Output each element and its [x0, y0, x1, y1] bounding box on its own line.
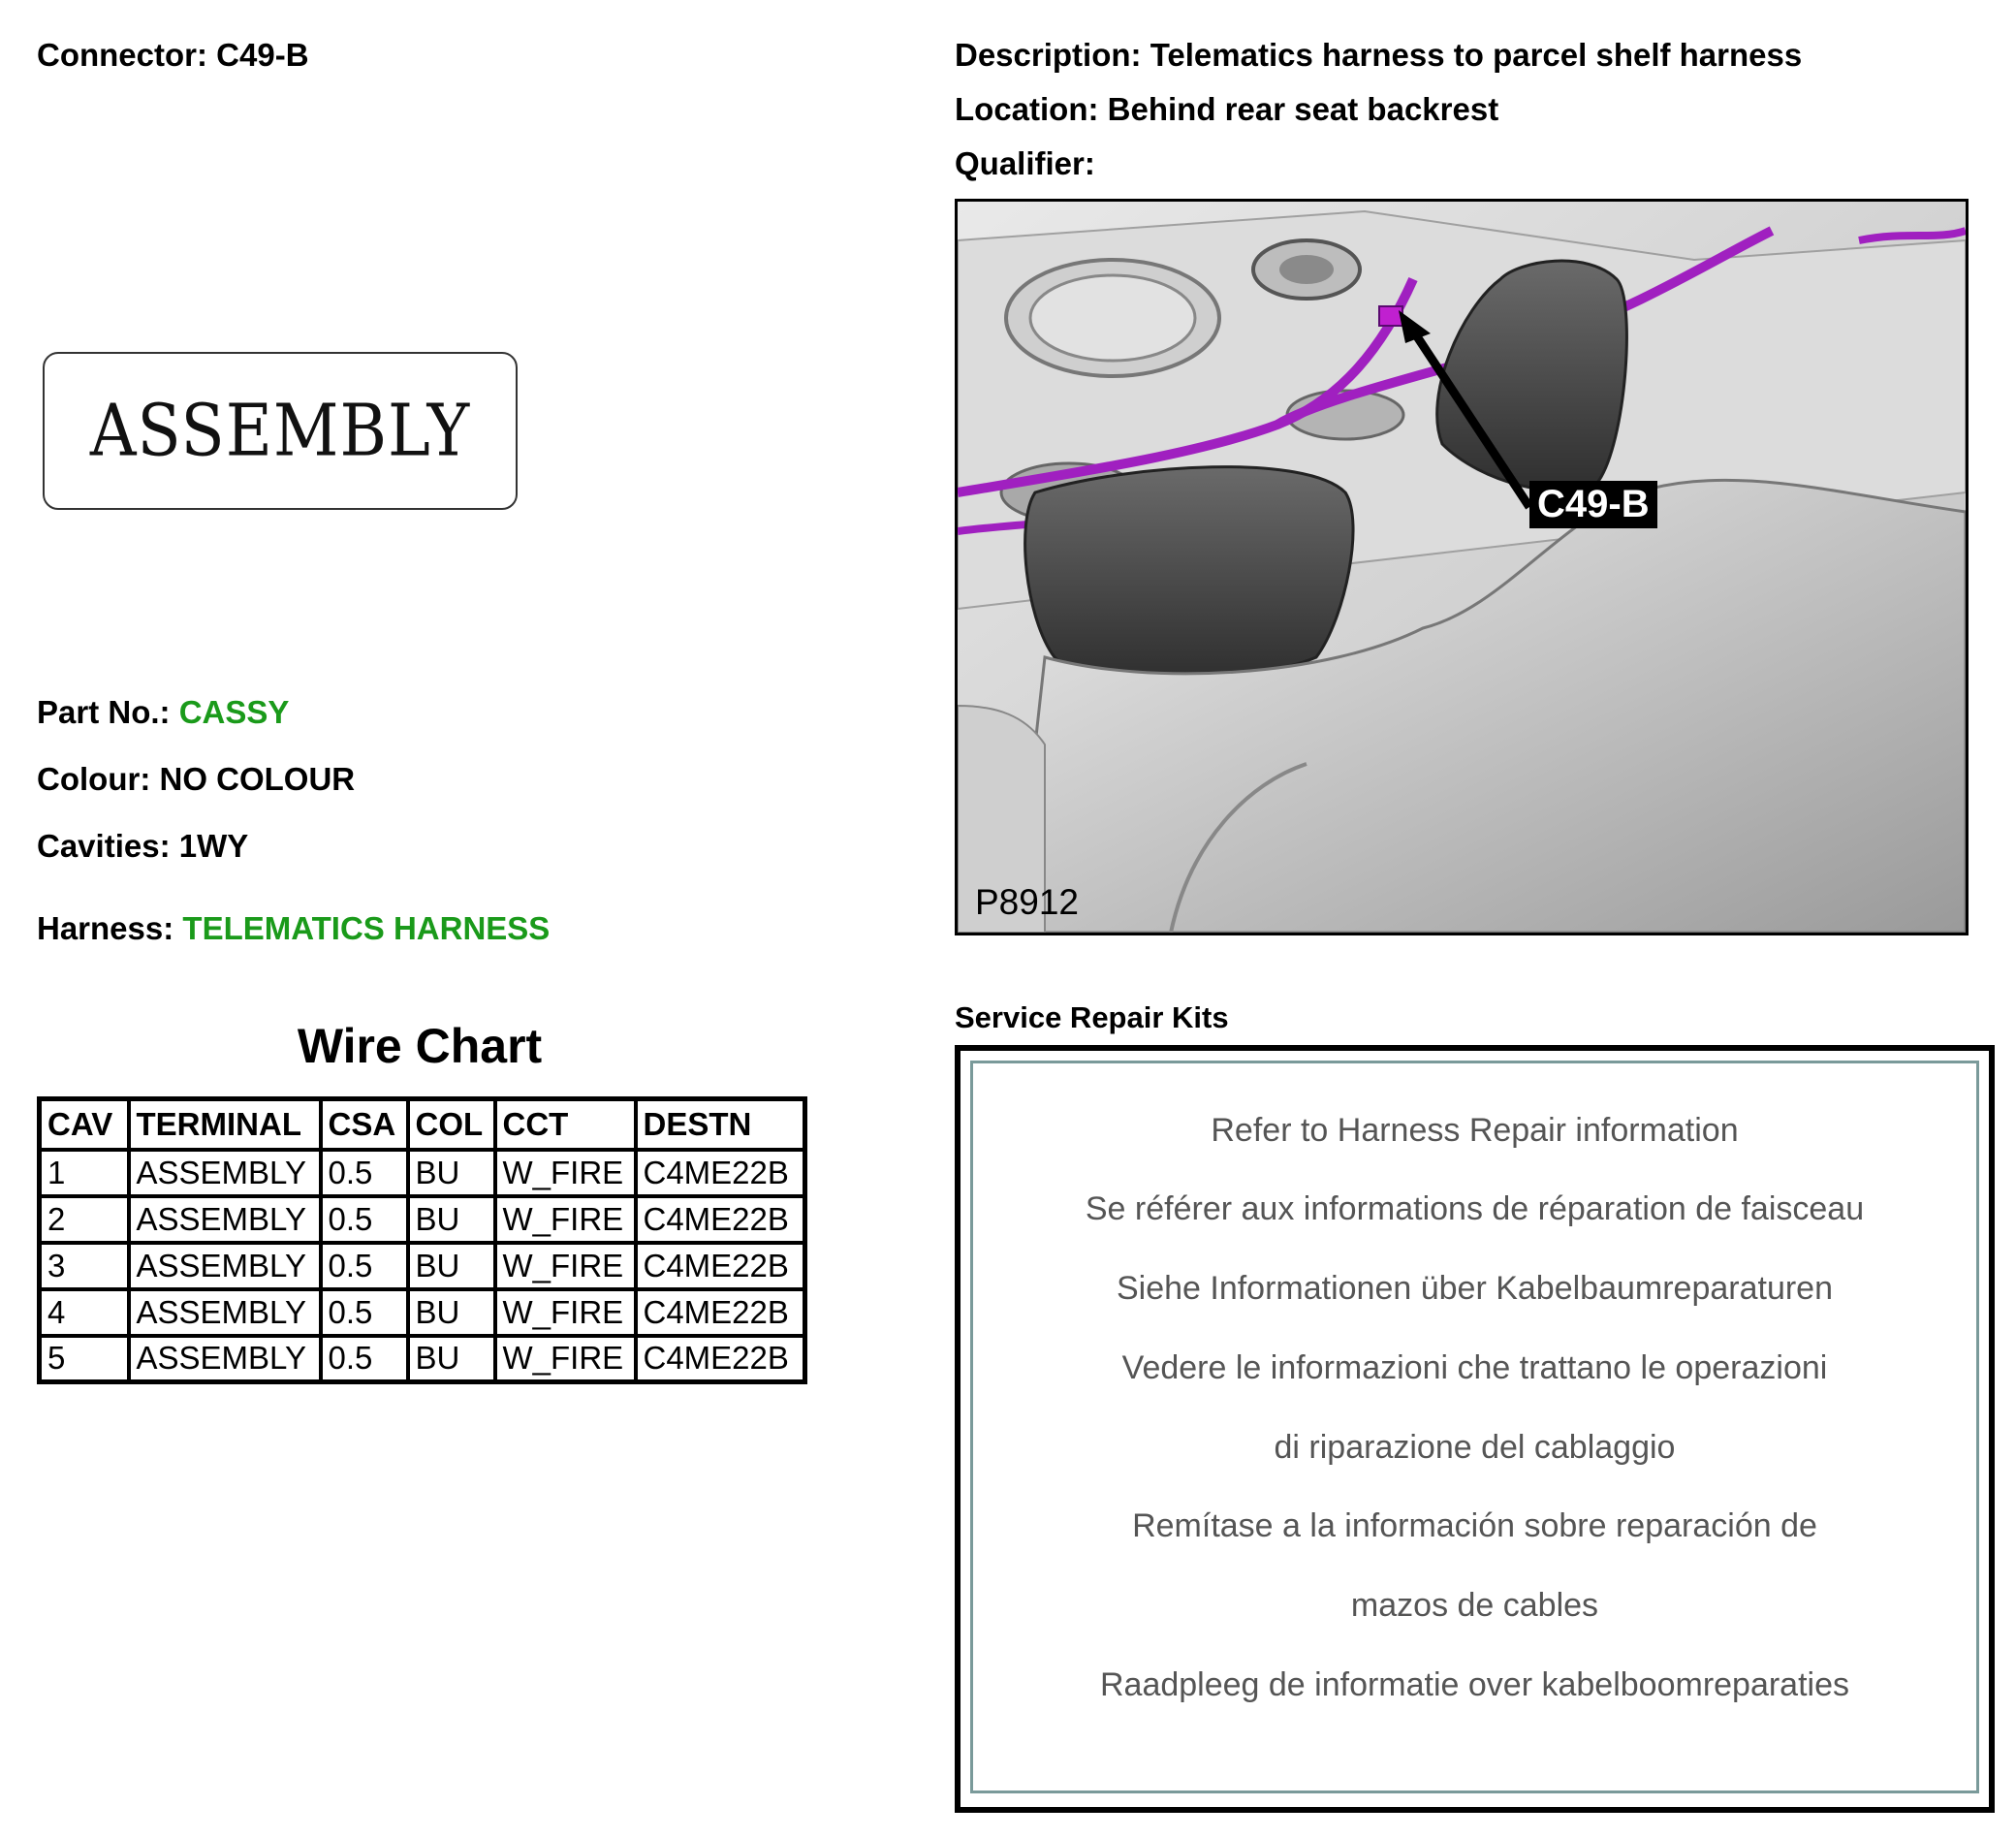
table-cell: BU	[408, 1150, 495, 1196]
table-row	[40, 1196, 805, 1243]
service-line: di riparazione del cablaggio	[1274, 1429, 1676, 1466]
location-value: Behind rear seat backrest	[1107, 91, 1499, 127]
column-header: CSA	[321, 1099, 408, 1150]
colour-value: NO COLOUR	[159, 761, 356, 797]
table-cell: BU	[408, 1243, 495, 1289]
table-cell: 5	[40, 1336, 129, 1382]
cavities-line	[37, 828, 248, 865]
connector-value: C49-B	[216, 37, 309, 73]
location-line	[955, 91, 1498, 128]
table-cell: ASSEMBLY	[129, 1150, 321, 1196]
column-header: DESTN	[636, 1099, 805, 1150]
part-no-label: Part No.:	[37, 694, 171, 730]
table-cell: 0.5	[321, 1289, 408, 1336]
column-header: TERMINAL	[129, 1099, 321, 1150]
cavities-value: 1WY	[178, 828, 249, 864]
description-value: Telematics harness to parcel shelf harness	[1150, 37, 1803, 73]
table-cell: 2	[40, 1196, 129, 1243]
vehicle-interior-illustration	[958, 202, 1966, 933]
table-row	[40, 1150, 805, 1196]
description-line	[955, 37, 1802, 74]
service-line: Refer to Harness Repair information	[1211, 1112, 1739, 1149]
table-cell: 0.5	[321, 1196, 408, 1243]
table-row	[40, 1289, 805, 1336]
column-header: CCT	[495, 1099, 636, 1150]
table-cell: W_FIRE	[495, 1150, 636, 1196]
table-cell: 3	[40, 1243, 129, 1289]
table-cell: C4ME22B	[636, 1289, 805, 1336]
table-cell: 0.5	[321, 1150, 408, 1196]
table-cell: 4	[40, 1289, 129, 1336]
qualifier-line	[955, 145, 1095, 182]
harness-label: Harness:	[37, 910, 174, 946]
service-line: Raadpleeg de informatie over kabelboomreparaties	[1099, 1666, 1850, 1703]
colour-line	[37, 761, 355, 798]
table-cell: ASSEMBLY	[129, 1243, 321, 1289]
table-cell: C4ME22B	[636, 1243, 805, 1289]
qualifier-label: Qualifier:	[955, 145, 1095, 181]
harness-value[interactable]: TELEMATICS HARNESS	[182, 910, 551, 946]
description-label: Description:	[955, 37, 1142, 73]
table-cell: W_FIRE	[495, 1336, 636, 1382]
table-header-row	[40, 1099, 805, 1150]
connector-label: Connector:	[37, 37, 207, 73]
table-cell: C4ME22B	[636, 1196, 805, 1243]
table-row	[40, 1243, 805, 1289]
harness-line	[37, 910, 550, 947]
service-line: Remítase a la información sobre reparación de	[1132, 1507, 1817, 1544]
part-no-value[interactable]: CASSY	[178, 694, 290, 730]
assembly-text: ASSEMBLY	[89, 389, 471, 473]
service-line: Se référer aux informations de réparation de faisceau	[1085, 1190, 1865, 1227]
service-repair-box	[955, 1045, 1995, 1813]
table-cell: BU	[408, 1196, 495, 1243]
table-cell: 1	[40, 1150, 129, 1196]
table-cell: BU	[408, 1336, 495, 1382]
service-title: Service Repair Kits	[955, 1000, 1229, 1034]
table-cell: 0.5	[321, 1336, 408, 1382]
service-line: mazos de cables	[1350, 1587, 1599, 1624]
colour-label: Colour:	[37, 761, 151, 797]
cavities-label: Cavities:	[37, 828, 171, 864]
connector-callout: C49-B	[1529, 481, 1657, 528]
plate-id-label: P8912	[975, 882, 1079, 922]
table-cell: W_FIRE	[495, 1289, 636, 1336]
table-cell: BU	[408, 1289, 495, 1336]
connector-location-image	[955, 199, 1969, 935]
table-cell: 0.5	[321, 1243, 408, 1289]
wire-chart-title: Wire Chart	[297, 1019, 543, 1073]
table-row	[40, 1336, 805, 1382]
wire-chart-table	[37, 1096, 807, 1384]
location-label: Location:	[955, 91, 1099, 127]
table-cell: W_FIRE	[495, 1243, 636, 1289]
connector-line	[37, 37, 309, 74]
table-cell: ASSEMBLY	[129, 1196, 321, 1243]
service-line: Vedere le informazioni che trattano le operazioni	[1121, 1349, 1828, 1386]
column-header: CAV	[40, 1099, 129, 1150]
assembly-box	[43, 352, 518, 510]
service-repair-inner	[970, 1061, 1979, 1793]
table-cell: ASSEMBLY	[129, 1289, 321, 1336]
part-no-line	[37, 694, 289, 731]
column-header: COL	[408, 1099, 495, 1150]
service-line: Siehe Informationen über Kabelbaumreparaturen	[1116, 1270, 1834, 1307]
table-cell: ASSEMBLY	[129, 1336, 321, 1382]
table-cell: C4ME22B	[636, 1336, 805, 1382]
table-cell: W_FIRE	[495, 1196, 636, 1243]
table-cell: C4ME22B	[636, 1150, 805, 1196]
